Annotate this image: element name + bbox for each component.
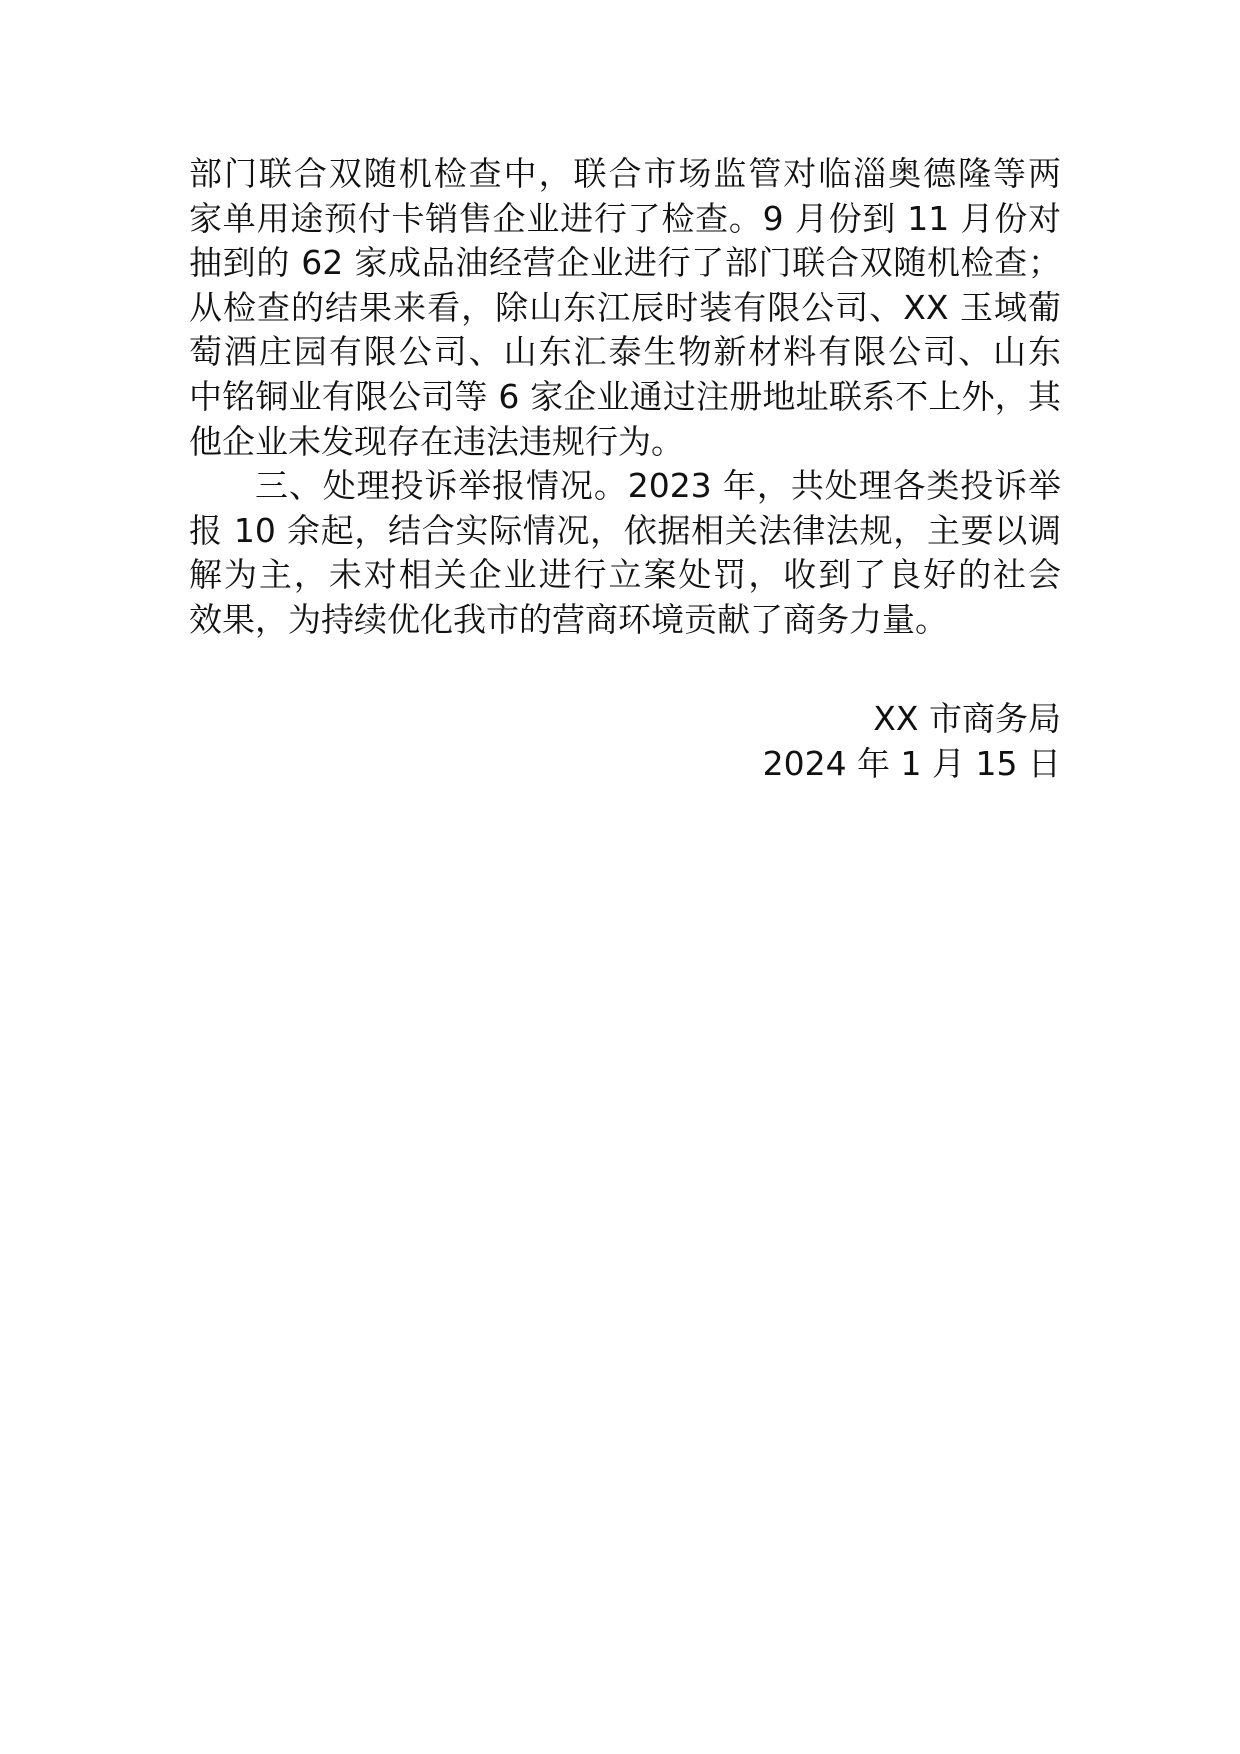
signature-block	[763, 696, 1061, 786]
signature-organization: XX 市商务局	[873, 699, 1061, 738]
body-line-4: 从检查的结果来看，除山东江辰时装有限公司、XX 玉域葡	[189, 287, 1061, 327]
body-line-9: 报 10 余起，结合实际情况，依据相关法律法规，主要以调	[189, 510, 1061, 550]
body-line-6: 中铭铜业有限公司等 6 家企业通过注册地址联系不上外，其	[189, 376, 1061, 416]
body-line-5: 萄酒庄园有限公司、山东汇泰生物新材料有限公司、山东	[189, 332, 1061, 372]
document-body	[189, 152, 1061, 643]
body-line-1: 部门联合双随机检查中，联合市场监管对临淄奥德隆等两	[189, 154, 1061, 193]
body-line-8: 三、处理投诉举报情况。2023 年，共处理各类投诉举	[255, 466, 1061, 506]
body-line-10: 解为主，未对相关企业进行立案处罚，收到了良好的社会	[189, 555, 1061, 595]
body-line-11: 效果，为持续优化我市的营商环境贡献了商务力量。	[189, 599, 948, 639]
signature-date: 2024 年 1 月 15 日	[762, 744, 1061, 783]
body-line-3: 抽到的 62 家成品油经营企业进行了部门联合双随机检查；	[189, 243, 1061, 283]
body-line-7: 他企业未发现存在违法违规行为。	[189, 421, 684, 461]
body-line-2: 家单用途预付卡销售企业进行了检查。9 月份到 11 月份对	[189, 198, 1061, 238]
